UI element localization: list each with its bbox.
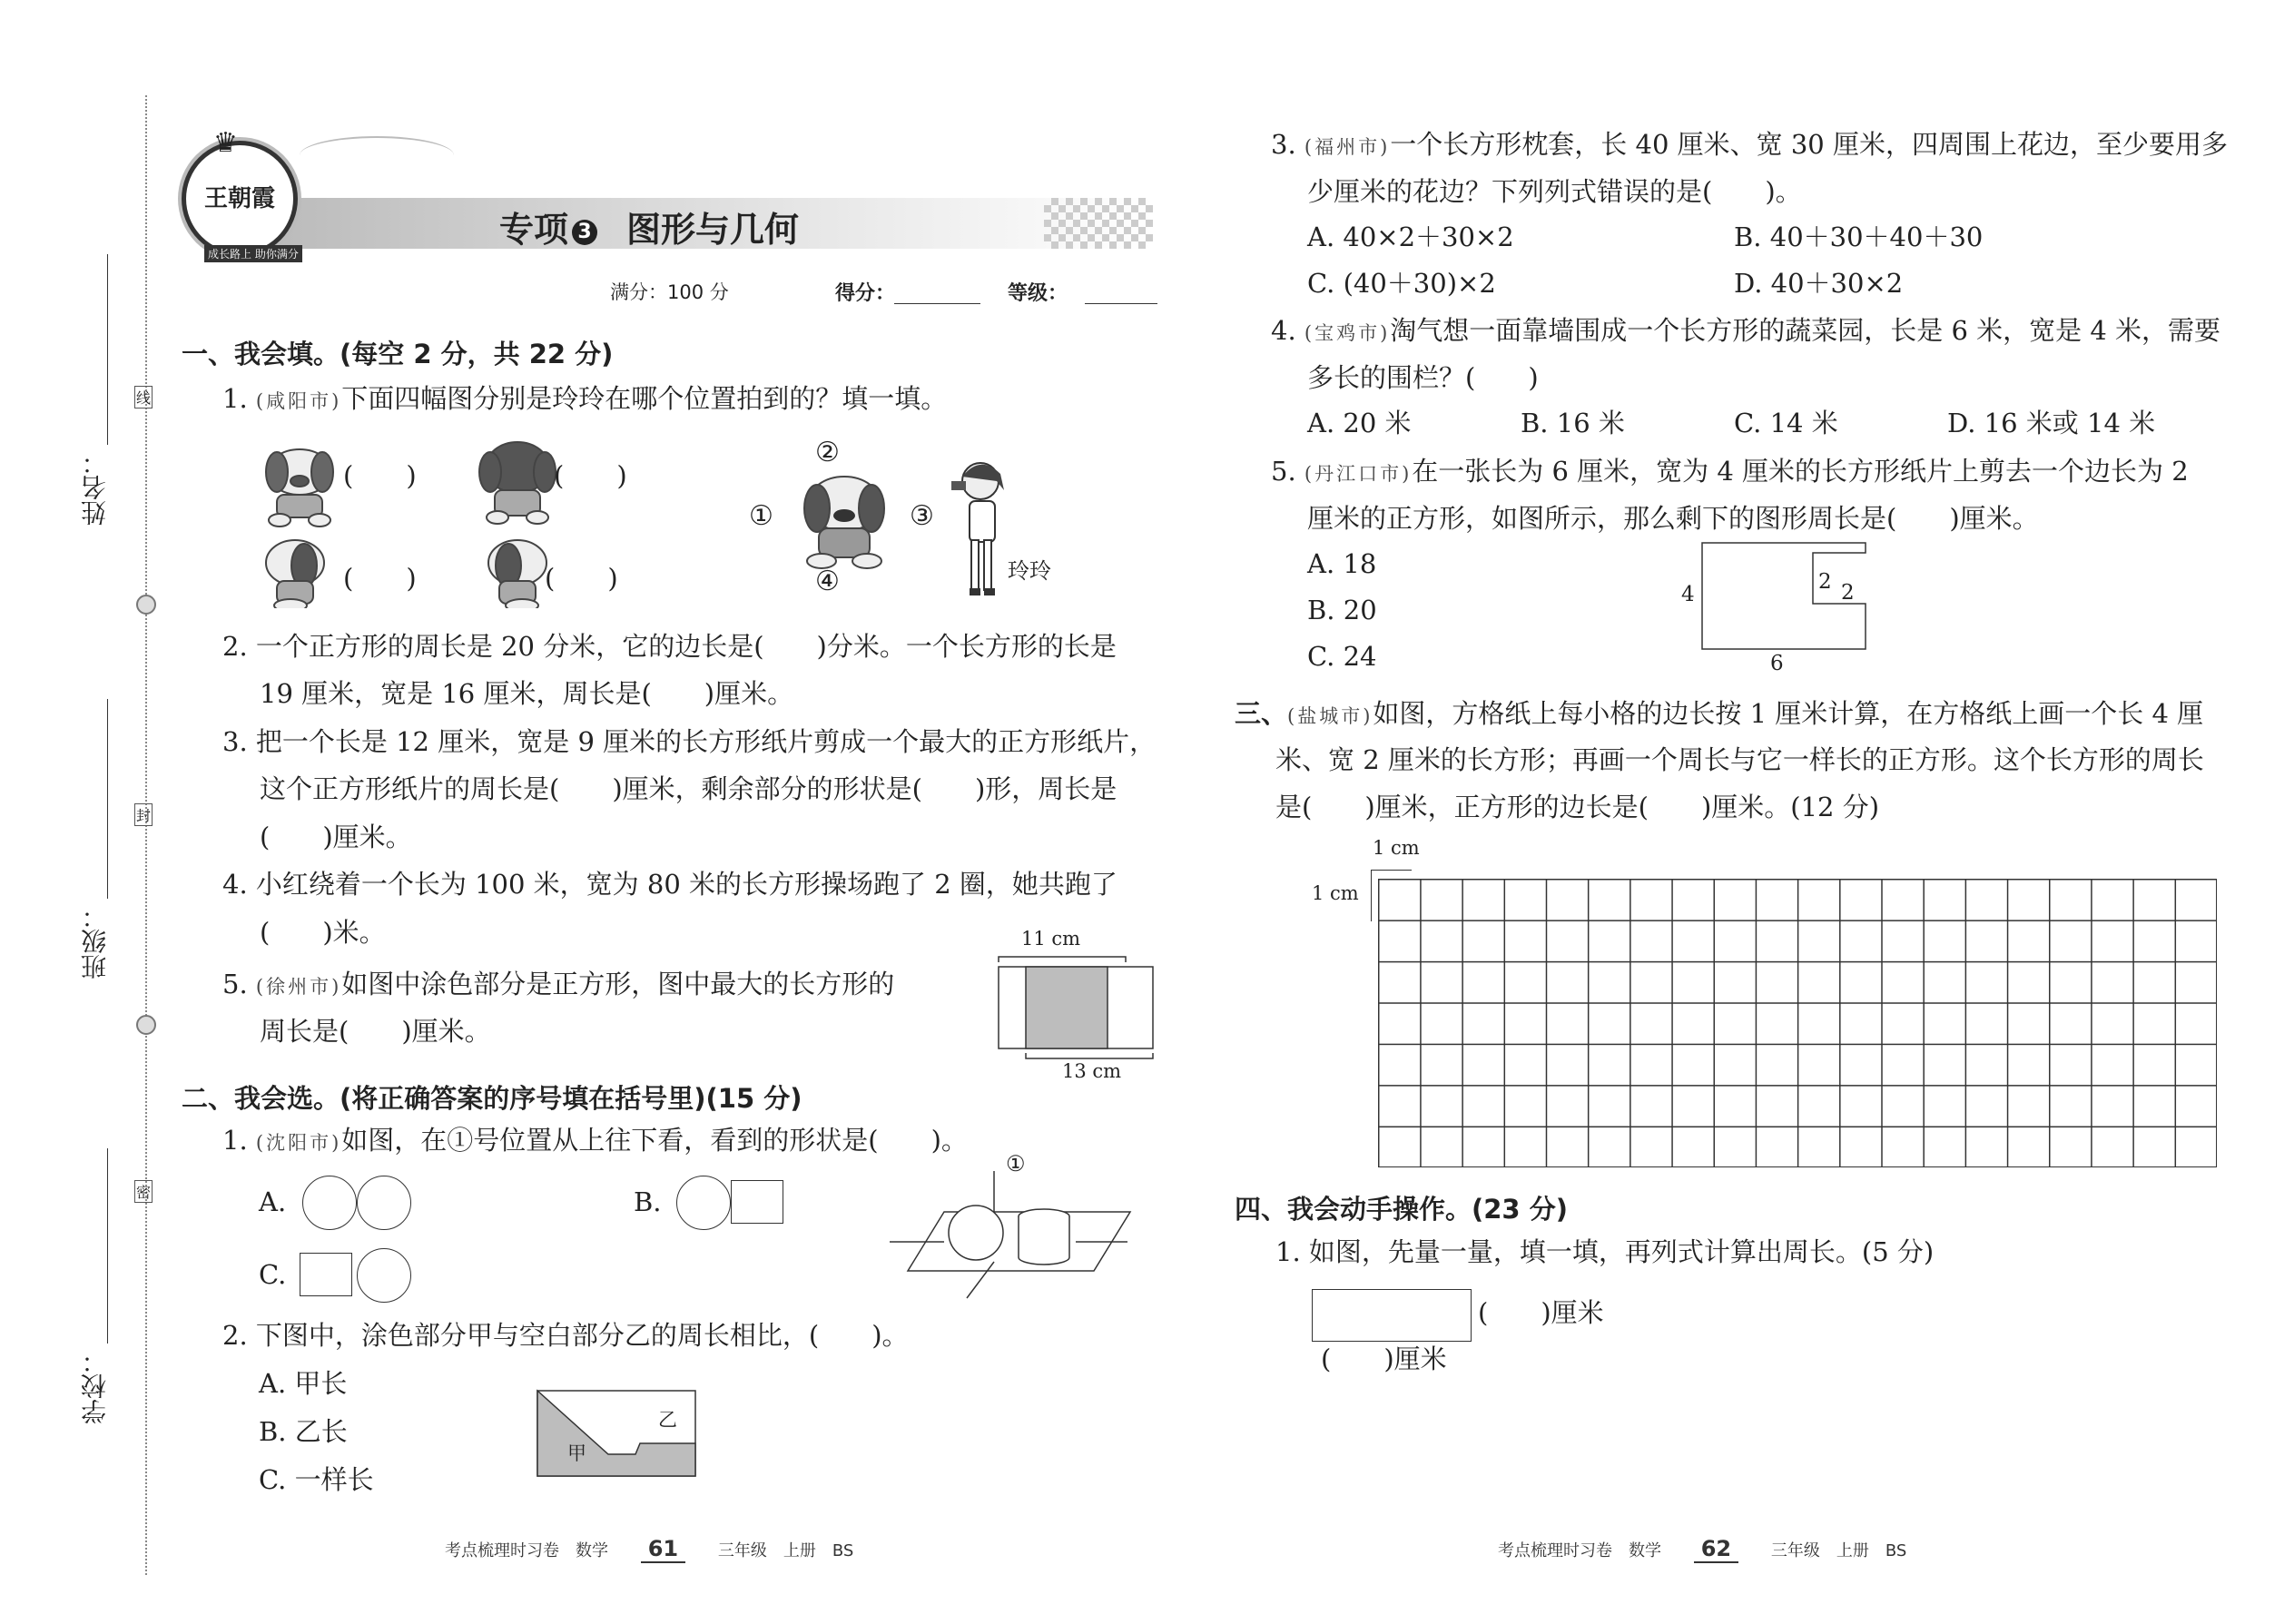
- s1-q5-line2: 周长是( )厘米。: [260, 1016, 491, 1047]
- girl-lingling-figure: [944, 454, 1017, 604]
- grade-label: 等级：: [1008, 282, 1068, 305]
- grid-label-left: 1 cm: [1312, 882, 1359, 904]
- name-field[interactable]: [107, 254, 108, 445]
- title-text: 图形与几何: [626, 210, 800, 250]
- r-q3-option-c[interactable]: C. (40＋30)×2: [1307, 268, 1496, 299]
- option-a-circle-1: [302, 1176, 357, 1230]
- grade-field[interactable]: [1085, 303, 1157, 304]
- dog-center-figure: [781, 463, 908, 581]
- crown-icon: ♛: [213, 127, 238, 159]
- q5-label-13cm: 13 cm: [1062, 1060, 1122, 1082]
- s2-q2-option-a[interactable]: A. 甲长: [259, 1368, 348, 1399]
- dog-right-small: [488, 540, 546, 608]
- logo-badge: [182, 141, 298, 257]
- answer-paren-4[interactable]: ( ): [545, 563, 618, 594]
- s1-q4-line1: 4. 小红绕着一个长为 100 米，宽为 80 米的长方形操场跑了 2 圈，她共跑了: [222, 869, 1117, 900]
- s2-q1-option-c-label[interactable]: C.: [259, 1259, 287, 1290]
- position-1: ①: [749, 500, 773, 532]
- s2-q2-option-c[interactable]: C. 一样长: [259, 1464, 374, 1495]
- measure-rectangle: [1312, 1289, 1472, 1342]
- school-label: 学校：: [80, 1348, 110, 1424]
- dog-left-small: [266, 540, 324, 608]
- s3-line3: 是( )厘米，正方形的边长是( )厘米。(12 分): [1275, 792, 1880, 822]
- r-q4-option-d[interactable]: D. 16 米或 14 米: [1947, 408, 2156, 438]
- r-q4-line2: 多长的围栏？( ): [1307, 362, 1539, 393]
- fig-label-2b: 2: [1841, 581, 1855, 605]
- r-q3-option-b[interactable]: B. 40＋30＋40＋30: [1734, 221, 1984, 252]
- r-q5-option-c[interactable]: C. 24: [1307, 641, 1377, 672]
- option-c-circle: [357, 1248, 411, 1303]
- position-3: ③: [910, 500, 934, 532]
- binding-ring-1: [136, 595, 156, 615]
- dog-back-small: [479, 442, 556, 524]
- jia-yi-figure: [536, 1389, 699, 1480]
- answer-paren-3[interactable]: ( ): [343, 563, 417, 594]
- class-label: 班级：: [80, 903, 110, 979]
- page-number-left: 61: [641, 1536, 685, 1563]
- s1-q2-line1: 2. 一个正方形的周长是 20 分米，它的边长是( )分米。一个长方形的长是: [222, 631, 1117, 662]
- option-b-square: [731, 1180, 783, 1224]
- title-prefix: 专项: [499, 210, 569, 250]
- r-q3-line1: 3. (福州市)一个长方形枕套，长 40 厘米、宽 30 厘米，四周围上花边，至少要用多: [1271, 129, 2228, 160]
- measure-length-answer[interactable]: ( )厘米: [1321, 1343, 1447, 1374]
- r-q3-option-d[interactable]: D. 40＋30×2: [1734, 268, 1904, 299]
- full-score: 满分：100 分: [610, 281, 729, 303]
- s3-line1: 三、(盐城市)如图，方格纸上每小格的边长按 1 厘米计算，在方格纸上画一个长 4 厘: [1235, 698, 2204, 729]
- girl-label: 玲玲: [1008, 558, 1051, 584]
- logo-subtitle: 成长路上 助你满分: [204, 245, 302, 262]
- r-q3-line2: 少厘米的花边？下列列式错误的是( )。: [1307, 176, 1802, 207]
- section2-heading: 二、我会选。(将正确答案的序号填在括号里)(15 分): [182, 1083, 802, 1114]
- s1-q5-line1: 5. (徐州市)如图中涂色部分是正方形，图中最大的长方形的: [222, 969, 895, 999]
- name-label: 姓名：: [80, 449, 110, 526]
- s1-q4-line2: ( )米。: [260, 917, 386, 948]
- s2-q1-option-a-label[interactable]: A.: [259, 1186, 287, 1217]
- label-yi: 乙: [658, 1409, 677, 1431]
- s1-q2-line2: 19 厘米，宽是 16 厘米，周长是( )厘米。: [260, 678, 794, 709]
- position-4: ④: [815, 566, 840, 597]
- position-2: ②: [815, 437, 840, 468]
- label-jia: 甲: [567, 1442, 586, 1464]
- r-q4-option-c[interactable]: C. 14 米: [1734, 408, 1838, 438]
- square-grid-paper[interactable]: [1378, 879, 2217, 1167]
- r-q3-option-a[interactable]: A. 40×2＋30×2: [1307, 221, 1514, 252]
- measure-width-answer[interactable]: ( )厘米: [1478, 1297, 1604, 1328]
- title-number: 3: [572, 220, 597, 245]
- score-field[interactable]: [894, 303, 980, 304]
- binding-dotted-line: [145, 95, 147, 1575]
- score-label: 得分：: [835, 282, 896, 305]
- r-q4-option-a[interactable]: A. 20 米: [1307, 408, 1412, 438]
- r-q4-option-b[interactable]: B. 16 米: [1521, 408, 1625, 438]
- s2-q1-option-b-label[interactable]: B.: [634, 1186, 662, 1217]
- class-field[interactable]: [107, 699, 108, 899]
- grid-label-top: 1 cm: [1373, 837, 1420, 859]
- s2-q2-option-b[interactable]: B. 乙长: [259, 1416, 348, 1447]
- binding-ring-2: [136, 1015, 156, 1035]
- banner-checker: [1044, 198, 1153, 249]
- r-q5-line1: 5. (丹江口市)在一张长为 6 厘米，宽为 4 厘米的长方形纸片上剪去一个边长为 2: [1271, 456, 2189, 487]
- s1-q1: 1. (咸阳市)下面四幅图分别是玲玲在哪个位置拍到的？填一填。: [222, 383, 948, 414]
- page-title: [499, 202, 799, 251]
- fig-label-6: 6: [1770, 652, 1784, 675]
- s1-q3-line1: 3. 把一个长是 12 厘米，宽是 9 厘米的长方形纸片剪成一个最大的正方形纸片，: [222, 726, 1157, 757]
- footer-right: 考点梳理时习卷 数学 62 三年级 上册 BS: [1498, 1536, 1907, 1561]
- ribbon-decoration: [300, 136, 454, 174]
- dog-front-small: [266, 449, 333, 527]
- footer-left: 考点梳理时习卷 数学 61 三年级 上册 BS: [445, 1536, 854, 1561]
- answer-paren-1[interactable]: ( ): [343, 460, 417, 491]
- answer-paren-2[interactable]: ( ): [554, 460, 627, 491]
- r-q5-option-a[interactable]: A. 18: [1307, 548, 1377, 579]
- seal-mark-1: 线: [134, 386, 153, 408]
- q5-label-11cm: 11 cm: [1021, 928, 1081, 950]
- sphere-cylinder-figure: [890, 1171, 1135, 1307]
- school-field[interactable]: [107, 1148, 108, 1343]
- s2-q1: 1. (沈阳市)如图，在①号位置从上往下看，看到的形状是( )。: [222, 1125, 968, 1156]
- s1-q3-line3: ( )厘米。: [260, 822, 412, 852]
- view-position-1: ①: [1006, 1151, 1026, 1176]
- fig-label-2a: 2: [1818, 570, 1832, 594]
- r-q5-option-b[interactable]: B. 20: [1307, 595, 1377, 625]
- seal-mark-2: 封: [134, 803, 153, 826]
- fig-label-4: 4: [1681, 583, 1695, 606]
- r-q4-line1: 4. (宝鸡市)淘气想一面靠墙围成一个长方形的蔬菜园，长是 6 米，宽是 4 米，需要: [1271, 315, 2221, 346]
- r-q5-line2: 厘米的正方形，如图所示，那么剩下的图形周长是( )厘米。: [1307, 503, 2039, 534]
- s2-q2: 2. 下图中，涂色部分甲与空白部分乙的周长相比，( )。: [222, 1320, 909, 1351]
- section1-heading: 一、我会填。(每空 2 分，共 22 分): [182, 339, 614, 369]
- page-number-right: 62: [1694, 1536, 1738, 1563]
- logo-text: 王朝霞: [203, 185, 275, 212]
- option-c-square: [300, 1253, 352, 1296]
- s3-line2: 米、宽 2 厘米的长方形；再画一个周长与它一样长的正方形。这个长方形的周长: [1275, 744, 2204, 775]
- s4-q1: 1. 如图，先量一量，填一填，再列式计算出周长。(5 分): [1275, 1236, 1935, 1267]
- section4-heading: 四、我会动手操作。(23 分): [1235, 1194, 1568, 1225]
- s1-q3-line2: 这个正方形纸片的周长是( )厘米，剩余部分的形状是( )形，周长是: [260, 773, 1117, 804]
- option-b-circle: [676, 1176, 731, 1230]
- seal-mark-3: 密: [134, 1180, 153, 1203]
- option-a-circle-2: [357, 1176, 411, 1230]
